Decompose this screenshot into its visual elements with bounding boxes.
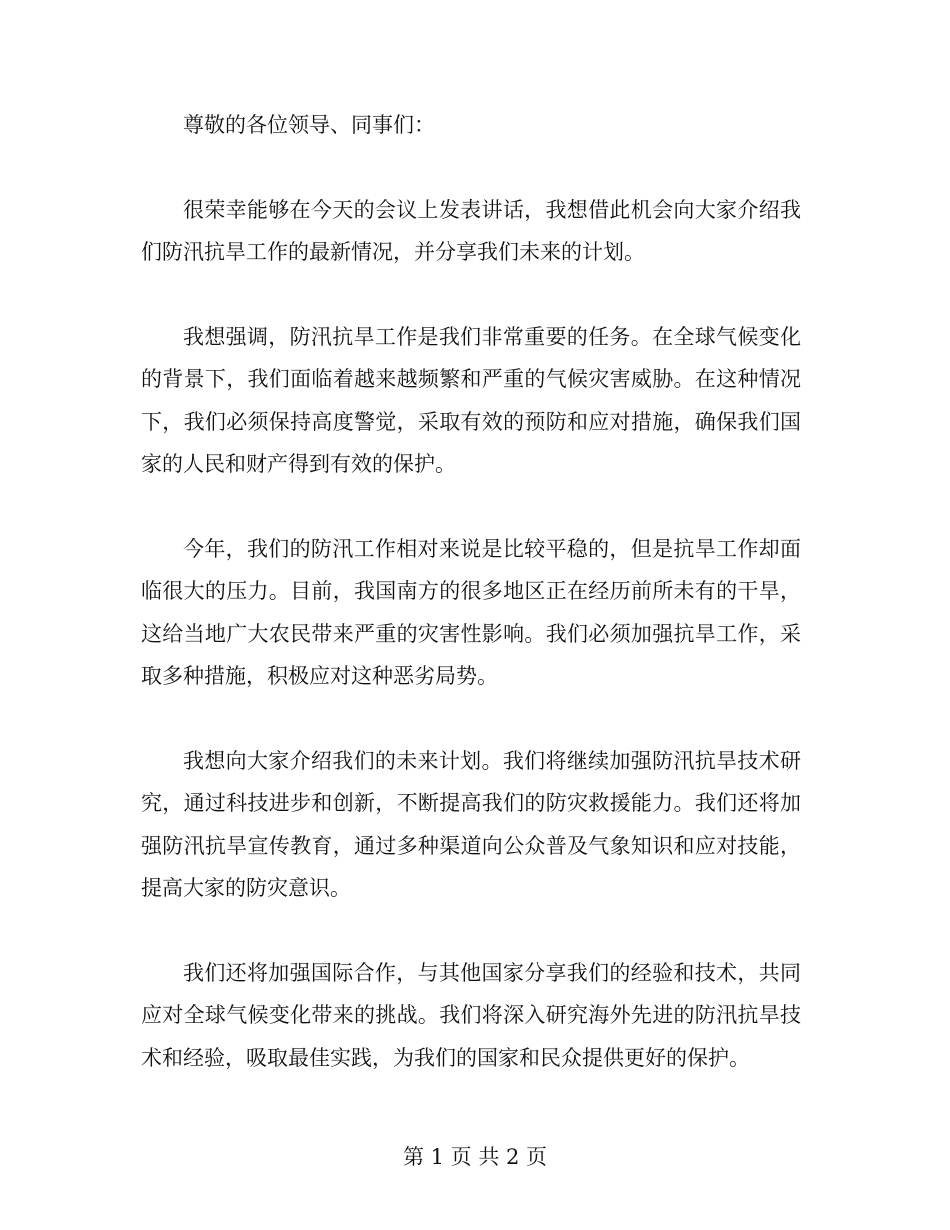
paragraph-4: 我想向大家介绍我们的未来计划。我们将继续加强防汛抗旱技术研究，通过科技进步和创新，不断提高我们的防灾救援能力。我们还将加强防汛抗旱宣传教育，通过多种渠道向公众普及气象知识和应对技能，提高大家的防灾意识。 <box>141 748 801 900</box>
paragraph-1: 很荣幸能够在今天的会议上发表讲话，我想借此机会向大家介绍我们防汛抗旱工作的最新情况，并分享我们未来的计划。 <box>141 197 801 264</box>
salutation: 尊敬的各位领导、同事们： <box>183 113 435 137</box>
paragraph-3: 今年，我们的防汛工作相对来说是比较平稳的，但是抗旱工作却面临很大的压力。目前，我国南方的很多地区正在经历前所未有的干旱，这给当地广大农民带来严重的灾害性影响。我们必须加强抗旱工作，采取多种措施，积极应对这种恶劣局势。 <box>141 536 801 688</box>
page-number-footer: 第 1 页 共 2 页 <box>402 1145 548 1169</box>
paragraph-5: 我们还将加强国际合作，与其他国家分享我们的经验和技术，共同应对全球气候变化带来的挑战。我们将深入研究海外先进的防汛抗旱技术和经验，吸取最佳实践，为我们的国家和民众提供更好的保护。 <box>141 960 801 1070</box>
paragraph-2: 我想强调，防汛抗旱工作是我们非常重要的任务。在全球气候变化的背景下，我们面临着越来越频繁和严重的气候灾害威胁。在这种情况下，我们必须保持高度警觉，采取有效的预防和应对措施，确保我们国家的人民和财产得到有效的保护。 <box>141 324 801 476</box>
document-body <box>141 104 801 1121</box>
